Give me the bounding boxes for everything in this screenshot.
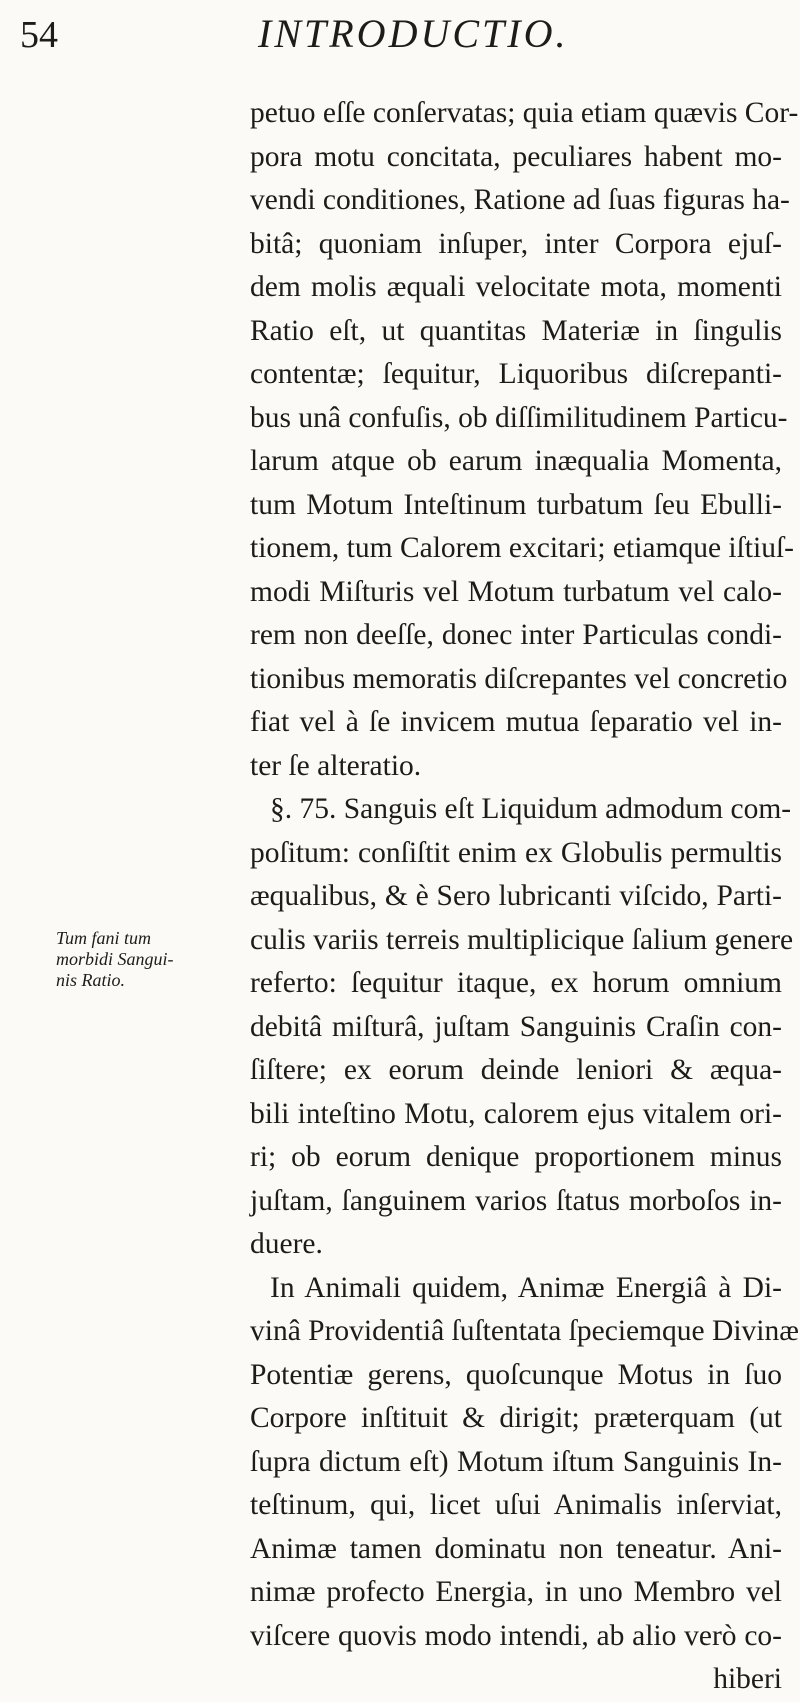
text-line: modi Miſturis vel Motum turbatum vel calo-: [250, 575, 782, 608]
paragraph-start-line: In Animali quidem, Animæ Energiâ à Di-: [270, 1271, 782, 1304]
text-line: culis variis terreis multiplicique ſalium genere: [250, 923, 794, 956]
text-line: teſtinum, qui, licet uſui Animalis inſerviat,: [250, 1489, 782, 1521]
text-line: pora motu concitata, peculiares habent mo-: [250, 140, 782, 173]
text-line: nimæ profecto Energia, in uno Membro vel: [250, 1576, 782, 1608]
text-line: contentæ; ſequitur, Liquoribus diſcrepanti-: [250, 358, 782, 390]
text-line: poſitum: conſiſtit enim ex Globulis permultis: [250, 836, 782, 869]
text-line: Corpore inſtituit & dirigit; præterquam (ut: [250, 1402, 782, 1434]
text-line: viſcere quovis modo intendi, ab alio verò co-: [250, 1619, 782, 1652]
text-line: juſtam, ſanguinem varios ſtatus morboſos in-: [250, 1184, 782, 1217]
text-line: petuo eſſe conſervatas; quia etiam quævis Cor-: [250, 97, 799, 129]
text-line: ſupra dictum eſt) Motum iſtum Sanguinis In-: [250, 1445, 782, 1478]
margin-note: [56, 928, 246, 991]
text-line: Animæ tamen dominatu non teneatur. Ani-: [250, 1532, 782, 1565]
catchword: hiberi: [713, 1663, 782, 1695]
running-head: INTRODUCTIO.: [258, 11, 569, 56]
text-line: fiat vel à ſe invicem mutua ſeparatio vel in-: [250, 706, 782, 738]
margin-note-line: Tum fani tum: [56, 928, 152, 948]
margin-note-line: morbidi Sangui-: [56, 949, 174, 969]
margin-note-line: nis Ratio.: [56, 970, 126, 990]
text-line: ſiſtere; ex eorum deinde leniori & æqua-: [250, 1054, 782, 1086]
section-75-heading-line: §. 75. Sanguis eſt Liquidum admodum com-: [270, 793, 792, 825]
text-line: vinâ Providentiâ ſuſtentata ſpeciemque Divinæ: [250, 1315, 799, 1347]
text-line: Potentiæ gerens, quoſcunque Motus in ſuo: [250, 1358, 782, 1391]
text-line: Ratio eſt, ut quantitas Materiæ in ſingulis: [250, 314, 782, 347]
body-text: [250, 92, 799, 1702]
text-line: bitâ; quoniam inſuper, inter Corpora ejuſ-: [250, 227, 782, 260]
text-line: ter ſe alteratio.: [250, 749, 422, 782]
text-line: vendi conditiones, Ratione ad ſuas figuras ha-: [250, 184, 790, 216]
text-line: æqualibus, & è Sero lubricanti viſcido, Parti-: [250, 880, 782, 912]
text-line: larum atque ob earum inæqualia Momenta,: [250, 445, 782, 477]
text-line: bili inteſtino Motu, calorem ejus vitalem ori-: [250, 1097, 782, 1130]
page-number: 54: [20, 14, 58, 56]
text-line: debitâ miſturâ, juſtam Sanguinis Craſin con-: [250, 1010, 782, 1043]
text-line: rem non deeſſe, donec inter Particulas condi-: [250, 619, 782, 651]
text-line: tionibus memoratis diſcrepantes vel concretio: [250, 662, 788, 695]
text-line: ri; ob eorum denique proportionem minus: [250, 1141, 782, 1173]
text-line: referto: ſequitur itaque, ex horum omnium: [250, 967, 782, 999]
text-line: bus unâ confuſis, ob diſſimilitudinem Particu-: [250, 401, 788, 434]
text-line: tionem, tum Calorem excitari; etiamque iſtiuſ-: [250, 532, 794, 564]
text-line: tum Motum Inteſtinum turbatum ſeu Ebulli-: [250, 488, 782, 521]
text-line: duere.: [250, 1228, 323, 1260]
text-line: dem molis æquali velocitate mota, momenti: [250, 271, 782, 303]
